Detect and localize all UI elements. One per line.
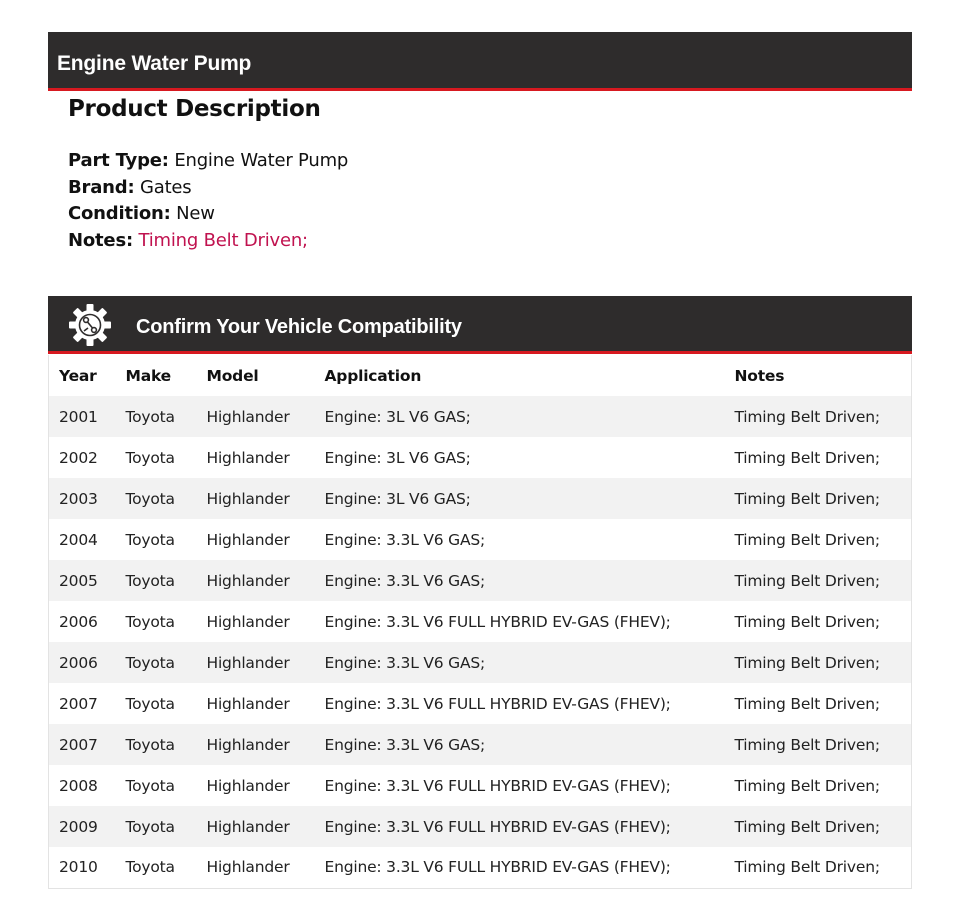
cell-notes: Timing Belt Driven; bbox=[734, 735, 880, 754]
cell-make: Toyota bbox=[125, 530, 175, 549]
table-row bbox=[49, 724, 912, 765]
compatibility-table bbox=[48, 355, 912, 889]
cell-make: Toyota bbox=[125, 817, 175, 836]
table-row bbox=[49, 519, 912, 560]
cell-model: Highlander bbox=[206, 407, 290, 426]
cell-make: Toyota bbox=[125, 571, 175, 590]
cell-notes: Timing Belt Driven; bbox=[734, 530, 880, 549]
cell-make: Toyota bbox=[125, 653, 175, 672]
cell-notes: Timing Belt Driven; bbox=[734, 694, 880, 713]
table-row bbox=[49, 437, 912, 478]
column-header-application: Application bbox=[315, 355, 725, 396]
table-row bbox=[49, 806, 912, 847]
gear-wrench-icon bbox=[68, 303, 112, 347]
notes-row bbox=[68, 228, 348, 255]
cell-year: 2006 bbox=[59, 653, 98, 672]
cell-application: Engine: 3.3L V6 FULL HYBRID EV-GAS (FHEV); bbox=[324, 817, 671, 836]
product-title-banner bbox=[48, 32, 912, 91]
table-row bbox=[49, 601, 912, 642]
cell-year: 2002 bbox=[59, 448, 98, 467]
compatibility-title: Confirm Your Vehicle Compatibility bbox=[136, 316, 462, 338]
cell-application: Engine: 3L V6 GAS; bbox=[324, 407, 471, 426]
cell-model: Highlander bbox=[206, 817, 290, 836]
cell-make: Toyota bbox=[125, 776, 175, 795]
cell-make: Toyota bbox=[125, 694, 175, 713]
column-header-notes: Notes bbox=[725, 355, 912, 396]
table-row bbox=[49, 642, 912, 683]
field-value: Gates bbox=[139, 176, 192, 198]
table-row bbox=[49, 478, 912, 519]
table-row bbox=[49, 396, 912, 437]
cell-notes: Timing Belt Driven; bbox=[734, 653, 880, 672]
cell-year: 2006 bbox=[59, 612, 98, 631]
cell-make: Toyota bbox=[125, 489, 175, 508]
cell-year: 2010 bbox=[59, 858, 98, 877]
cell-notes: Timing Belt Driven; bbox=[734, 817, 880, 836]
cell-year: 2007 bbox=[59, 735, 98, 754]
cell-model: Highlander bbox=[206, 448, 290, 467]
table-row bbox=[49, 683, 912, 724]
cell-make: Toyota bbox=[125, 858, 175, 877]
cell-make: Toyota bbox=[125, 612, 175, 631]
cell-model: Highlander bbox=[206, 571, 290, 590]
field-label: Notes: bbox=[68, 229, 133, 251]
cell-year: 2004 bbox=[59, 530, 98, 549]
cell-model: Highlander bbox=[206, 612, 290, 631]
cell-model: Highlander bbox=[206, 735, 290, 754]
cell-application: Engine: 3.3L V6 GAS; bbox=[324, 530, 486, 549]
field-value: Engine Water Pump bbox=[174, 150, 349, 171]
cell-notes: Timing Belt Driven; bbox=[734, 407, 880, 426]
cell-notes: Timing Belt Driven; bbox=[734, 776, 880, 795]
cell-model: Highlander bbox=[206, 776, 290, 795]
description-heading: Product Description bbox=[68, 96, 321, 122]
cell-application: Engine: 3L V6 GAS; bbox=[324, 489, 471, 508]
brand-row bbox=[68, 175, 348, 202]
cell-application: Engine: 3.3L V6 FULL HYBRID EV-GAS (FHEV); bbox=[324, 858, 671, 877]
column-header-year: Year bbox=[49, 355, 116, 396]
column-header-make: Make bbox=[116, 355, 197, 396]
cell-model: Highlander bbox=[206, 694, 290, 713]
cell-make: Toyota bbox=[125, 407, 175, 426]
cell-year: 2007 bbox=[59, 694, 98, 713]
cell-application: Engine: 3.3L V6 FULL HYBRID EV-GAS (FHEV); bbox=[324, 694, 671, 713]
cell-application: Engine: 3.3L V6 FULL HYBRID EV-GAS (FHEV); bbox=[324, 776, 671, 795]
table-row bbox=[49, 765, 912, 806]
cell-notes: Timing Belt Driven; bbox=[734, 612, 880, 631]
cell-model: Highlander bbox=[206, 858, 290, 877]
cell-year: 2001 bbox=[59, 407, 98, 426]
cell-model: Highlander bbox=[206, 530, 290, 549]
compatibility-banner bbox=[48, 296, 912, 354]
field-label: Brand: bbox=[68, 176, 135, 198]
cell-year: 2005 bbox=[59, 571, 98, 590]
cell-application: Engine: 3.3L V6 FULL HYBRID EV-GAS (FHEV); bbox=[324, 612, 671, 631]
cell-year: 2003 bbox=[59, 489, 98, 508]
cell-application: Engine: 3.3L V6 GAS; bbox=[324, 735, 486, 754]
field-value: Timing Belt Driven; bbox=[138, 229, 308, 251]
cell-make: Toyota bbox=[125, 448, 175, 467]
field-label: Condition: bbox=[68, 203, 171, 224]
column-header-model: Model bbox=[197, 355, 315, 396]
product-title: Engine Water Pump bbox=[57, 52, 252, 75]
cell-year: 2008 bbox=[59, 776, 98, 795]
cell-model: Highlander bbox=[206, 489, 290, 508]
table-row bbox=[49, 560, 912, 601]
product-description bbox=[68, 96, 348, 254]
cell-application: Engine: 3L V6 GAS; bbox=[324, 448, 471, 467]
cell-application: Engine: 3.3L V6 GAS; bbox=[324, 653, 486, 672]
field-label: Part Type: bbox=[68, 150, 169, 171]
cell-notes: Timing Belt Driven; bbox=[734, 489, 880, 508]
cell-application: Engine: 3.3L V6 GAS; bbox=[324, 571, 486, 590]
cell-model: Highlander bbox=[206, 653, 290, 672]
cell-make: Toyota bbox=[125, 735, 175, 754]
condition-row bbox=[68, 201, 348, 228]
cell-year: 2009 bbox=[59, 817, 98, 836]
cell-notes: Timing Belt Driven; bbox=[734, 858, 880, 877]
part-type-row bbox=[68, 148, 348, 175]
table-header-row bbox=[49, 355, 912, 396]
table-row bbox=[49, 847, 912, 888]
field-value: New bbox=[176, 203, 215, 224]
cell-notes: Timing Belt Driven; bbox=[734, 448, 880, 467]
cell-notes: Timing Belt Driven; bbox=[734, 571, 880, 590]
